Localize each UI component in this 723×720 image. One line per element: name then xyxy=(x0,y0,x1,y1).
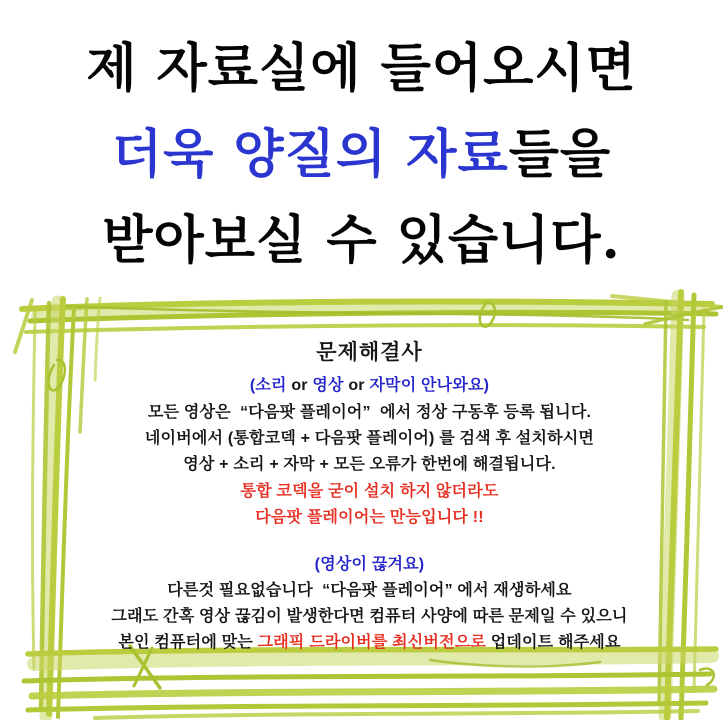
section2-line-3 xyxy=(32,629,707,652)
section1-heading-part: 자막이 안나와요) xyxy=(369,377,490,394)
section1-line-3: 영상 + 소리 + 자막 + 모든 오류가 한번에 해결됩니다. xyxy=(183,456,556,473)
section1-line-1: 모든 영상은 “다음팟 플레이어” 에서 정상 구동후 등록 됩니다. xyxy=(147,404,592,421)
section2-line-1: 다른것 필요없습니다 “다음팟 플레이어” 에서 재생하세요 xyxy=(167,582,572,599)
section2-line-3-before: 본인 컴퓨터에 맞는 xyxy=(118,634,258,651)
section1-line-2: 네이버에서 (통합코덱 + 다음팟 플레이어) 를 검색 후 설치하시면 xyxy=(144,430,595,447)
section2-heading: (영상이 끊겨요) xyxy=(314,556,425,573)
header-line-2-highlight: 더욱 양질의 자료 xyxy=(111,124,509,185)
section1-red-line-2: 다음팟 플레이어는 만능입니다 !! xyxy=(255,509,484,526)
section1-heading-or: or xyxy=(286,377,313,394)
section1-heading-part: 영상 xyxy=(312,377,344,394)
header-line-2-tail: 들을 xyxy=(508,124,612,185)
header-line-3: 받아보실 수 있습니다. xyxy=(102,210,621,271)
section2-line-2: 그래도 간혹 영상 끊김이 발생한다면 컴퓨터 사양에 따른 문제일 수 있으니 xyxy=(111,608,628,625)
section1-heading xyxy=(32,372,707,395)
section1-red-line-1: 통합 코덱을 굳이 설치 하지 않더라도 xyxy=(240,483,499,500)
section1-heading-part: (소리 xyxy=(249,377,287,394)
section2-line-3-after: 업데이트 해주세요 xyxy=(486,634,621,651)
notice-title: 문제해결사 xyxy=(316,341,423,364)
section1-heading-or: or xyxy=(343,377,370,394)
header-line-1: 제 자료실에 들어오시면 xyxy=(86,38,637,99)
section2-line-3-red: 그래픽 드라이버를 최신버전으로 xyxy=(257,634,487,651)
